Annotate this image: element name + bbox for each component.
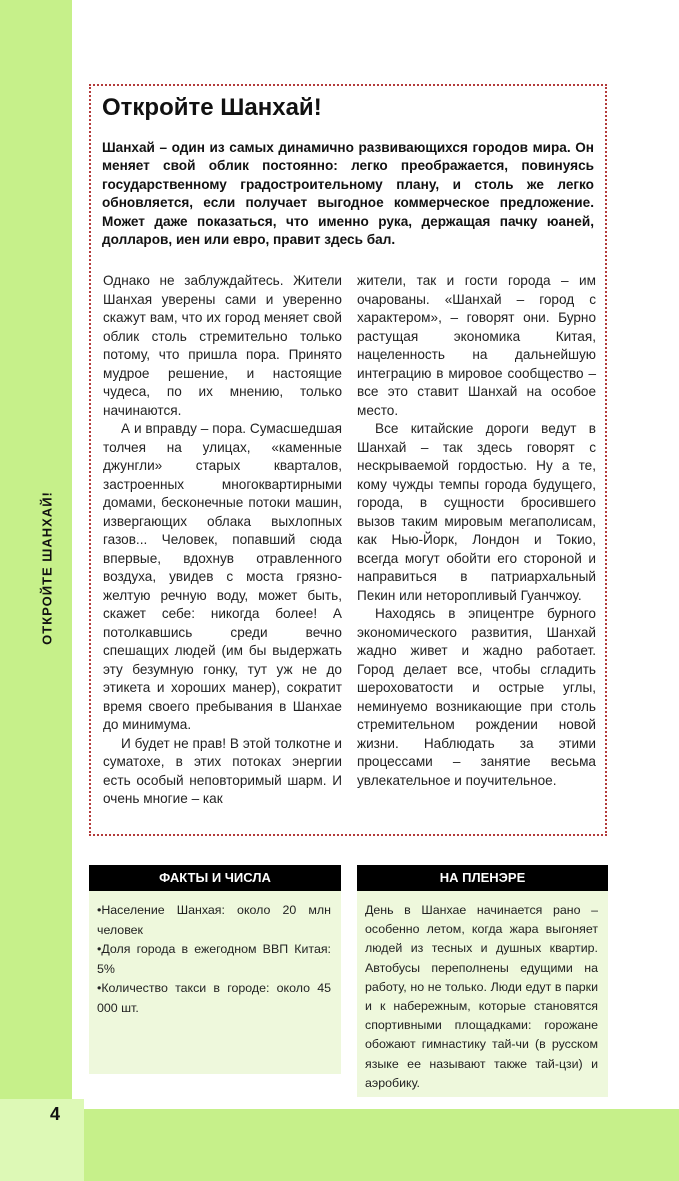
bottom-band xyxy=(72,1109,679,1181)
paragraph: И будет не прав! В этой толкотне и суматохе, в этих потоках энергии есть особый неповторимый шарм. И очень многие – как xyxy=(103,735,342,806)
outdoor-text: День в Шанхае начинается рано – особенно летом, когда жара выгоняет людей из тесных и душных квартир. Автобусы переполнены едущими на работу, но не только. Люди едут в парки и к набережным, которые становятся спортивными площадками: горожане обожают гимнастику тай-чи (в русском языке ее называют также тай-цзи) и аэробику. xyxy=(365,903,598,1090)
lead-paragraph: Шанхай – один из самых динамично развивающихся городов мира. Он меняет свой облик постоянно: легко преображается, повинуясь государственному градостроительному плану, и столь же легко обновляется, если получает выгодное коммерческое предложение. Может даже показаться, что именно рука, держащая пачку юаней, долларов, иен или евро, правит здесь бал. xyxy=(102,140,594,248)
article-column-right xyxy=(357,272,596,790)
page-number: 4 xyxy=(50,1104,61,1124)
article-lead xyxy=(102,139,594,249)
paragraph: Находясь в эпицентре бурного экономического развития, Шанхай жадно живет и жадно работает. Город делает все, чтобы сгладить шероховатости и острые углы, неминуемо возникающие при столь стремительном рождении новой жизни. Наблюдать за этими процессами – занятие весьма увлекательное и поучительное. xyxy=(357,606,596,788)
page-number-tab xyxy=(0,1099,84,1181)
paragraph: Все китайские дороги ведут в Шанхай – так здесь говорят с нескрываемой гордостью. Ну а те, кому чужды темпы города будущего, города, в сущности бросившего вызов таким мировым мегаполисам, как Нью-Йорк, Лондон и Токио, всегда могут обойти его стороной и направиться в патриархальный Пекин или неторопливый Гуанчжоу. xyxy=(357,421,596,603)
running-header-text: ОТКРОЙТЕ ШАНХАЙ! xyxy=(39,491,55,645)
article-column-left xyxy=(103,272,342,809)
side-margin-band xyxy=(0,0,72,1181)
paragraph: Однако не заблуждайтесь. Жители Шанхая уверены сами и уверенно скажут вам, что их город меняет свой облик столь стремительно только потому, что пришла пора. Принято мудрое решение, и настоящие чудеса, по их мнению, только начинаются. xyxy=(103,273,342,418)
facts-box-heading: ФАКТЫ И ЧИСЛА xyxy=(89,865,341,891)
paragraph: А и вправду – пора. Сумасшедшая толчея на улицах, «каменные джунгли» старых кварталов, застроенных многоквартирными домами, бесконечные потоки машин, извергающих облака выхлопных газов... Человек, попавший сюда впервые, вдохнув отравленного воздуха, увидев с моста грязно-желтую речную воду, может быть, скажет себе: никогда более! А потолкавшись среди вечно спешащих людей (им бы выдержать эту безумную гонку, тут уж не до этикета и хороших манер), сократит время своего пребывания в Шанхае до минимума. xyxy=(103,421,342,732)
fact-item: •Население Шанхая: около 20 млн человек xyxy=(97,903,331,937)
article-title: Откройте Шанхай! xyxy=(102,94,322,121)
facts-box xyxy=(89,891,341,1074)
outdoor-box-heading: НА ПЛЕНЭРЕ xyxy=(357,865,608,891)
fact-item: •Количество такси в городе: около 45 000 шт. xyxy=(97,981,331,1015)
paragraph: жители, так и гости города – им очарованы. «Шанхай – город с характером», – говорят они. Бурно растущая экономика Китая, нацеленность на дальнейшую интеграцию в мировое сообщество – все это ставит Шанхай на особое место. xyxy=(357,273,596,418)
outdoor-box xyxy=(357,891,608,1097)
fact-item: •Доля города в ежегодном ВВП Китая: 5% xyxy=(97,942,331,976)
